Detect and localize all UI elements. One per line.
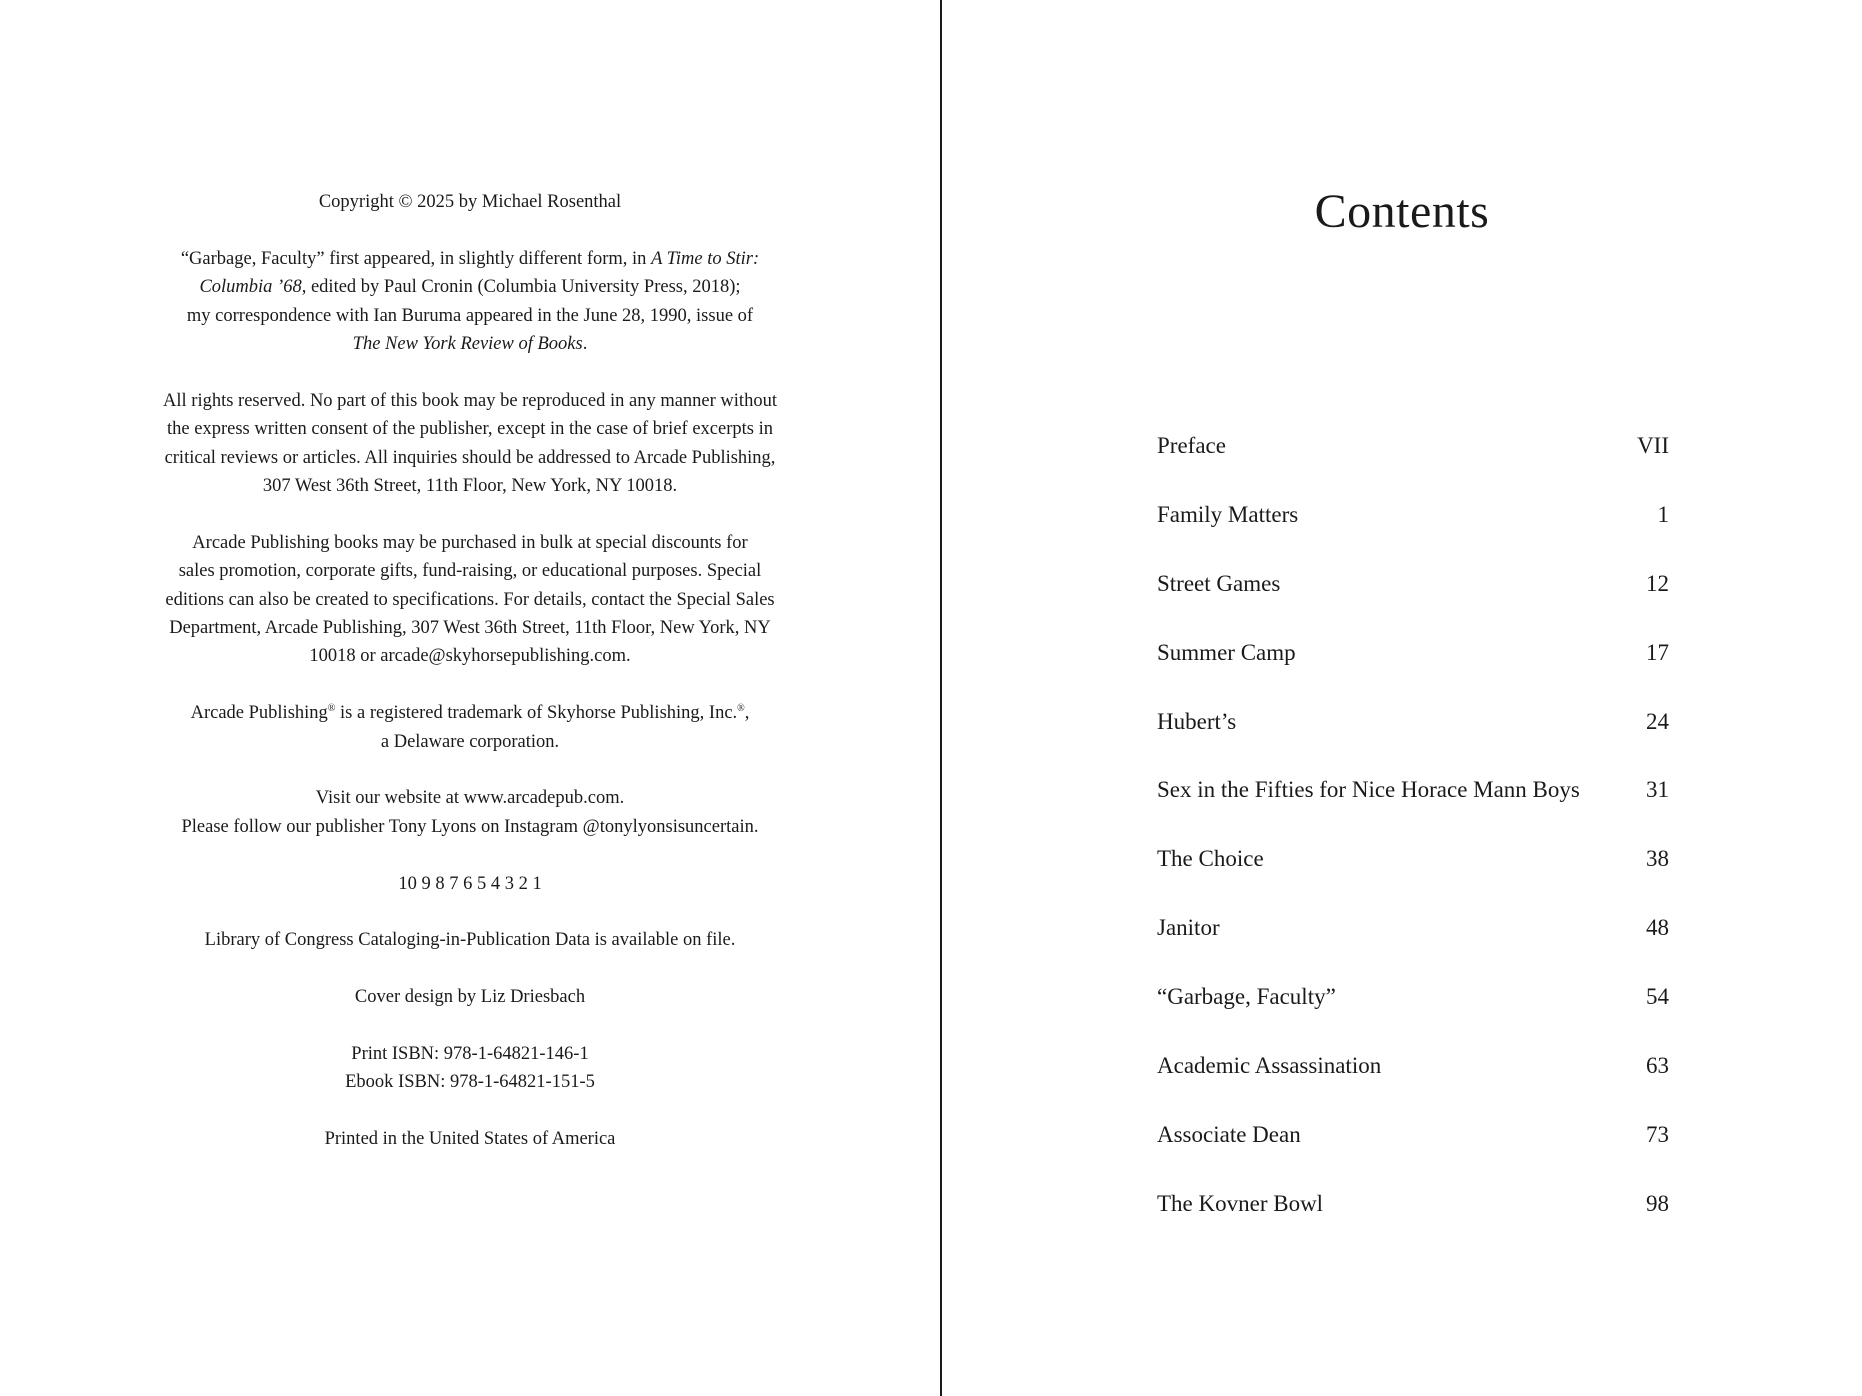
toc-entry[interactable]	[1157, 913, 1669, 982]
cip-line: Library of Congress Cataloging-in-Publication Data is available on file.	[204, 930, 736, 951]
print-isbn: Print ISBN: 978-1-64821-146-1	[351, 1044, 589, 1065]
toc-entry[interactable]	[1157, 500, 1669, 569]
printed-in-line: Printed in the United States of America	[324, 1129, 616, 1150]
registered-mark: ®	[737, 703, 745, 715]
toc-entry-page-number: VII	[1637, 433, 1669, 458]
first-appeared-line-1	[120, 245, 820, 273]
toc-entry[interactable]	[1157, 982, 1669, 1051]
periodical-title-italic: The New York Review of Books	[352, 334, 583, 355]
registered-mark: ®	[327, 703, 336, 715]
toc-entry-title: “Garbage, Faculty”	[1157, 984, 1336, 1010]
toc-entry[interactable]	[1157, 844, 1669, 913]
toc-entry-title: Hubert’s	[1157, 708, 1237, 734]
contents-title: Contents	[1314, 185, 1490, 238]
toc-entry-title: The Kovner Bowl	[1157, 1190, 1324, 1216]
toc-entry[interactable]	[1157, 775, 1669, 844]
cover-credit	[120, 983, 820, 1011]
toc-entry-page-number: 24	[1646, 708, 1669, 734]
trademark-line-2: a Delaware corporation.	[380, 731, 560, 752]
trademark-notice	[120, 699, 820, 756]
toc-entry-page-number: 54	[1646, 984, 1669, 1010]
rights-line: All rights reserved. No part of this book may be reproduced in any manner without	[163, 390, 777, 411]
website-line: Visit our website at www.arcadepub.com.	[315, 788, 625, 809]
bulk-line: Arcade Publishing books may be purchased in bulk at special discounts for	[192, 532, 748, 553]
website-notice	[120, 784, 820, 841]
toc-entry-page-number: 63	[1646, 1053, 1669, 1079]
ebook-isbn: Ebook ISBN: 978-1-64821-151-5	[345, 1072, 595, 1093]
printing-number-line: 10 9 8 7 6 5 4 3 2 1	[398, 873, 542, 894]
printed-in-notice	[120, 1125, 820, 1153]
bulk-line: Department, Arcade Publishing, 307 West 36th Street, 11th Floor, New York, NY	[169, 618, 771, 639]
toc-entry-page-number: 38	[1646, 846, 1669, 872]
toc-entry-page-number: 1	[1657, 501, 1669, 527]
toc-entry-page-number: 17	[1646, 639, 1669, 665]
toc-entry[interactable]	[1157, 638, 1669, 707]
first-appeared-text: , edited by Paul Cronin (Columbia University Press, 2018);	[301, 277, 741, 298]
table-of-contents	[1157, 431, 1669, 1258]
toc-entry-page-number: 31	[1646, 777, 1669, 803]
toc-entry[interactable]	[1157, 707, 1669, 776]
bulk-line: sales promotion, corporate gifts, fund-raising, or educational purposes. Special	[178, 561, 762, 582]
toc-entry[interactable]	[1157, 1189, 1669, 1258]
toc-entry-title: Janitor	[1157, 915, 1220, 941]
first-appeared-line-4	[120, 330, 820, 358]
printing-line	[120, 870, 820, 898]
toc-entry[interactable]	[1157, 1051, 1669, 1120]
first-appeared-line-3: my correspondence with Ian Buruma appeared in the June 28, 1990, issue of	[186, 305, 754, 326]
toc-entry[interactable]	[1157, 431, 1669, 500]
bulk-line: editions can also be created to specifications. For details, contact the Special Sales	[165, 589, 775, 610]
toc-entry-page-number: 98	[1646, 1190, 1669, 1216]
isbn-block	[120, 1040, 820, 1097]
first-appeared-text: .	[582, 334, 588, 355]
toc-entry-page-number: 48	[1646, 915, 1669, 941]
first-appeared-text: “Garbage, Faculty” first appeared, in slightly different form, in	[180, 248, 652, 269]
trademark-text: Arcade Publishing	[190, 703, 328, 724]
cover-design-line: Cover design by Liz Driesbach	[354, 987, 586, 1008]
trademark-line-1	[120, 699, 820, 727]
bulk-sales-notice	[120, 529, 820, 671]
book-title-italic: Columbia ’68	[199, 277, 302, 298]
toc-entry-title: Associate Dean	[1157, 1121, 1301, 1147]
rights-line: critical reviews or articles. All inquiries should be addressed to Arcade Publishing,	[164, 447, 776, 468]
trademark-text: is a registered trademark of Skyhorse Publishing, Inc.	[335, 703, 738, 724]
toc-entry[interactable]	[1157, 1120, 1669, 1189]
copyright-notice	[120, 188, 820, 216]
toc-entry-title: Sex in the Fifties for Nice Horace Mann Boys	[1157, 777, 1580, 803]
toc-entry-title: The Choice	[1157, 846, 1264, 872]
toc-entry-title: Preface	[1157, 433, 1226, 458]
first-appeared-notice	[120, 245, 820, 359]
instagram-line: Please follow our publisher Tony Lyons on Instagram @tonylyonsisuncertain.	[181, 816, 759, 837]
toc-entry-title: Street Games	[1157, 570, 1281, 596]
toc-entry[interactable]	[1157, 569, 1669, 638]
cip-notice	[120, 926, 820, 954]
toc-entry-title: Family Matters	[1157, 501, 1299, 527]
copyright-line: Copyright © 2025 by Michael Rosenthal	[318, 192, 622, 212]
toc-entry-page-number: 12	[1646, 570, 1669, 596]
toc-entry-title: Summer Camp	[1157, 639, 1296, 665]
rights-line: the express written consent of the publisher, except in the case of brief excerpts in	[167, 419, 773, 440]
bulk-line: 10018 or arcade@skyhorsepublishing.com.	[309, 646, 631, 667]
copyright-text-block	[120, 188, 820, 1182]
first-appeared-line-2	[120, 273, 820, 301]
rights-notice	[120, 387, 820, 501]
trademark-text: ,	[744, 703, 750, 724]
toc-entry-page-number: 73	[1646, 1121, 1669, 1147]
contents-page	[942, 0, 1862, 1396]
toc-entry-title: Academic Assassination	[1157, 1053, 1382, 1079]
book-title-italic: A Time to Stir:	[651, 248, 760, 269]
rights-line: 307 West 36th Street, 11th Floor, New York, NY 10018.	[262, 476, 678, 497]
